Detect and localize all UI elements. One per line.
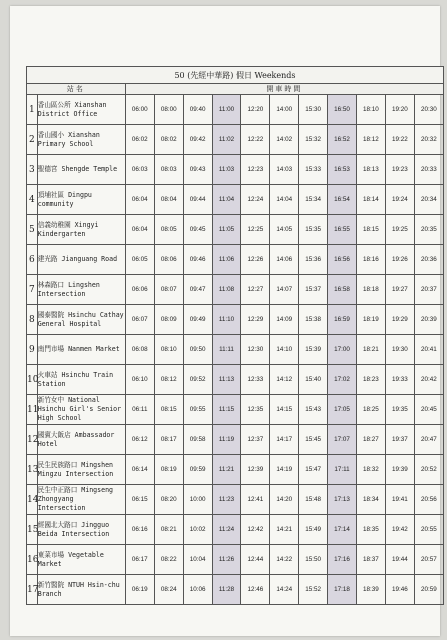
stop-name: 火車站 Hsinchu Train Station xyxy=(37,365,125,395)
departure-time: 19:33 xyxy=(385,365,414,395)
stop-number: 11 xyxy=(27,395,38,425)
departure-time: 20:33 xyxy=(414,155,443,185)
departure-time: 06:14 xyxy=(125,455,154,485)
stop-name: 香山區公所 Xianshan District Office xyxy=(37,95,125,125)
departure-time: 12:24 xyxy=(241,185,270,215)
departure-time: 09:50 xyxy=(183,335,212,365)
departure-time: 15:33 xyxy=(299,155,328,185)
stop-number: 12 xyxy=(27,425,38,455)
departure-time: 14:03 xyxy=(270,155,299,185)
departure-time: 08:02 xyxy=(154,125,183,155)
departure-time: 14:15 xyxy=(270,395,299,425)
departure-time: 18:25 xyxy=(356,395,385,425)
stop-name: 林森路口 Lingshen Intersection xyxy=(37,275,125,305)
departure-time: 06:08 xyxy=(125,335,154,365)
departure-time: 12:39 xyxy=(241,455,270,485)
departure-time: 06:00 xyxy=(125,95,154,125)
stop-number: 14 xyxy=(27,485,38,515)
departure-time: 18:18 xyxy=(356,275,385,305)
departure-header: 開車時間 xyxy=(125,84,443,95)
departure-time: 20:56 xyxy=(414,485,443,515)
departure-time: 16:54 xyxy=(328,185,357,215)
departure-time: 14:12 xyxy=(270,365,299,395)
departure-time: 06:10 xyxy=(125,365,154,395)
stop-name: 建光路 Jianguang Road xyxy=(37,245,125,275)
departure-time: 15:38 xyxy=(299,305,328,335)
departure-time: 12:22 xyxy=(241,125,270,155)
departure-time: 20:52 xyxy=(414,455,443,485)
timetable-row xyxy=(27,125,444,155)
departure-time: 16:59 xyxy=(328,305,357,335)
departure-time: 18:23 xyxy=(356,365,385,395)
departure-time: 11:13 xyxy=(212,365,241,395)
departure-time: 08:19 xyxy=(154,455,183,485)
departure-time: 19:30 xyxy=(385,335,414,365)
departure-time: 17:16 xyxy=(328,545,357,575)
timetable-row xyxy=(27,395,444,425)
departure-time: 12:20 xyxy=(241,95,270,125)
departure-time: 20:36 xyxy=(414,245,443,275)
departure-time: 14:24 xyxy=(270,575,299,605)
stop-number: 15 xyxy=(27,515,38,545)
departure-time: 14:04 xyxy=(270,185,299,215)
departure-time: 11:03 xyxy=(212,155,241,185)
departure-time: 20:59 xyxy=(414,575,443,605)
departure-time: 10:00 xyxy=(183,485,212,515)
departure-time: 19:25 xyxy=(385,215,414,245)
departure-time: 06:17 xyxy=(125,545,154,575)
departure-time: 18:21 xyxy=(356,335,385,365)
departure-time: 15:32 xyxy=(299,125,328,155)
departure-time: 18:14 xyxy=(356,185,385,215)
stop-name: 香山國小 Xianshan Primary School xyxy=(37,125,125,155)
timetable-row xyxy=(27,515,444,545)
departure-time: 09:45 xyxy=(183,215,212,245)
departure-time: 15:48 xyxy=(299,485,328,515)
departure-time: 17:00 xyxy=(328,335,357,365)
departure-time: 16:56 xyxy=(328,245,357,275)
departure-time: 18:39 xyxy=(356,575,385,605)
departure-time: 16:58 xyxy=(328,275,357,305)
departure-time: 08:05 xyxy=(154,215,183,245)
departure-time: 14:19 xyxy=(270,455,299,485)
departure-time: 15:35 xyxy=(299,215,328,245)
departure-time: 11:21 xyxy=(212,455,241,485)
departure-time: 19:24 xyxy=(385,185,414,215)
timetable-sheet xyxy=(10,6,440,636)
stop-name: 新竹女中 National Hsinchu Girl's Senior High School xyxy=(37,395,125,425)
timetable-row xyxy=(27,485,444,515)
departure-time: 18:19 xyxy=(356,305,385,335)
departure-time: 08:07 xyxy=(154,275,183,305)
departure-time: 08:22 xyxy=(154,545,183,575)
stop-name: 國賓大飯店 Ambassador Hotel xyxy=(37,425,125,455)
departure-time: 17:18 xyxy=(328,575,357,605)
departure-time: 15:50 xyxy=(299,545,328,575)
stop-number: 4 xyxy=(27,185,38,215)
departure-time: 11:00 xyxy=(212,95,241,125)
departure-time: 12:25 xyxy=(241,215,270,245)
departure-time: 19:20 xyxy=(385,95,414,125)
departure-time: 08:10 xyxy=(154,335,183,365)
departure-time: 06:04 xyxy=(125,185,154,215)
departure-time: 20:32 xyxy=(414,125,443,155)
departure-time: 09:44 xyxy=(183,185,212,215)
departure-time: 06:19 xyxy=(125,575,154,605)
departure-time: 14:00 xyxy=(270,95,299,125)
departure-time: 08:00 xyxy=(154,95,183,125)
departure-time: 15:52 xyxy=(299,575,328,605)
departure-time: 18:27 xyxy=(356,425,385,455)
departure-time: 11:05 xyxy=(212,215,241,245)
stop-name: 頂埔社區 Dingpu community xyxy=(37,185,125,215)
departure-time: 12:30 xyxy=(241,335,270,365)
departure-time: 17:07 xyxy=(328,425,357,455)
departure-time: 08:09 xyxy=(154,305,183,335)
departure-time: 08:21 xyxy=(154,515,183,545)
bus-timetable xyxy=(26,66,444,605)
departure-time: 09:58 xyxy=(183,425,212,455)
departure-time: 20:45 xyxy=(414,395,443,425)
departure-time: 14:06 xyxy=(270,245,299,275)
departure-time: 14:05 xyxy=(270,215,299,245)
departure-time: 12:41 xyxy=(241,485,270,515)
departure-time: 17:02 xyxy=(328,365,357,395)
timetable-row xyxy=(27,305,444,335)
departure-time: 12:35 xyxy=(241,395,270,425)
departure-time: 08:20 xyxy=(154,485,183,515)
departure-time: 18:15 xyxy=(356,215,385,245)
departure-time: 18:16 xyxy=(356,245,385,275)
departure-time: 20:30 xyxy=(414,95,443,125)
departure-time: 15:40 xyxy=(299,365,328,395)
departure-time: 11:26 xyxy=(212,545,241,575)
departure-time: 09:59 xyxy=(183,455,212,485)
timetable-row xyxy=(27,425,444,455)
departure-time: 09:47 xyxy=(183,275,212,305)
departure-time: 09:49 xyxy=(183,305,212,335)
departure-time: 19:22 xyxy=(385,125,414,155)
timetable-row xyxy=(27,95,444,125)
stop-name: 新竹醫院 NTUH Hsin-chu Branch xyxy=(37,575,125,605)
departure-time: 14:21 xyxy=(270,515,299,545)
departure-time: 09:43 xyxy=(183,155,212,185)
departure-time: 15:34 xyxy=(299,185,328,215)
departure-time: 20:57 xyxy=(414,545,443,575)
departure-time: 08:06 xyxy=(154,245,183,275)
departure-time: 06:07 xyxy=(125,305,154,335)
timetable-title: 50 (先經中華路) 假日 Weekends xyxy=(27,67,444,84)
timetable-row xyxy=(27,215,444,245)
departure-time: 17:05 xyxy=(328,395,357,425)
departure-time: 14:22 xyxy=(270,545,299,575)
departure-time: 11:28 xyxy=(212,575,241,605)
departure-time: 18:35 xyxy=(356,515,385,545)
departure-time: 16:50 xyxy=(328,95,357,125)
departure-time: 19:39 xyxy=(385,455,414,485)
station-header: 站名 xyxy=(27,84,126,95)
departure-time: 19:44 xyxy=(385,545,414,575)
stop-name: 南門市場 Nanmen Market xyxy=(37,335,125,365)
departure-time: 20:34 xyxy=(414,185,443,215)
stop-name: 民生民族路口 Mingshen Mingzu Intersection xyxy=(37,455,125,485)
departure-time: 16:55 xyxy=(328,215,357,245)
departure-time: 20:37 xyxy=(414,275,443,305)
departure-time: 17:11 xyxy=(328,455,357,485)
departure-time: 16:53 xyxy=(328,155,357,185)
departure-time: 11:23 xyxy=(212,485,241,515)
stop-number: 17 xyxy=(27,575,38,605)
departure-time: 06:16 xyxy=(125,515,154,545)
departure-time: 12:27 xyxy=(241,275,270,305)
departure-time: 11:24 xyxy=(212,515,241,545)
departure-time: 06:04 xyxy=(125,215,154,245)
departure-time: 17:13 xyxy=(328,485,357,515)
departure-time: 17:14 xyxy=(328,515,357,545)
departure-time: 08:24 xyxy=(154,575,183,605)
departure-time: 09:40 xyxy=(183,95,212,125)
departure-time: 12:26 xyxy=(241,245,270,275)
departure-time: 19:42 xyxy=(385,515,414,545)
departure-time: 19:37 xyxy=(385,425,414,455)
stop-name: 國泰醫院 Hsinchu Cathay General Hospital xyxy=(37,305,125,335)
departure-time: 11:11 xyxy=(212,335,241,365)
stop-name: 信義幼稚園 Xingyi Kindergarten xyxy=(37,215,125,245)
departure-time: 06:05 xyxy=(125,245,154,275)
timetable-row xyxy=(27,245,444,275)
departure-time: 19:41 xyxy=(385,485,414,515)
departure-time: 12:46 xyxy=(241,575,270,605)
departure-time: 20:47 xyxy=(414,425,443,455)
departure-time: 20:41 xyxy=(414,335,443,365)
timetable-row xyxy=(27,455,444,485)
departure-time: 14:10 xyxy=(270,335,299,365)
stop-number: 9 xyxy=(27,335,38,365)
stop-number: 10 xyxy=(27,365,38,395)
stop-number: 6 xyxy=(27,245,38,275)
departure-time: 15:30 xyxy=(299,95,328,125)
departure-time: 18:13 xyxy=(356,155,385,185)
departure-time: 18:10 xyxy=(356,95,385,125)
departure-time: 11:02 xyxy=(212,125,241,155)
departure-time: 06:06 xyxy=(125,275,154,305)
departure-time: 09:46 xyxy=(183,245,212,275)
departure-time: 08:12 xyxy=(154,365,183,395)
departure-time: 15:43 xyxy=(299,395,328,425)
departure-time: 10:04 xyxy=(183,545,212,575)
timetable-row xyxy=(27,335,444,365)
departure-time: 12:42 xyxy=(241,515,270,545)
timetable-row xyxy=(27,275,444,305)
departure-time: 09:52 xyxy=(183,365,212,395)
departure-time: 18:32 xyxy=(356,455,385,485)
departure-time: 14:02 xyxy=(270,125,299,155)
departure-time: 20:35 xyxy=(414,215,443,245)
departure-time: 06:03 xyxy=(125,155,154,185)
departure-time: 06:15 xyxy=(125,485,154,515)
stop-number: 5 xyxy=(27,215,38,245)
timetable-row xyxy=(27,545,444,575)
departure-time: 19:26 xyxy=(385,245,414,275)
departure-time: 10:02 xyxy=(183,515,212,545)
departure-time: 11:10 xyxy=(212,305,241,335)
departure-time: 15:36 xyxy=(299,245,328,275)
departure-time: 19:23 xyxy=(385,155,414,185)
stop-number: 13 xyxy=(27,455,38,485)
departure-time: 08:15 xyxy=(154,395,183,425)
departure-time: 11:06 xyxy=(212,245,241,275)
timetable-row xyxy=(27,575,444,605)
departure-time: 18:37 xyxy=(356,545,385,575)
timetable-row xyxy=(27,365,444,395)
departure-time: 15:37 xyxy=(299,275,328,305)
stop-number: 7 xyxy=(27,275,38,305)
departure-time: 12:44 xyxy=(241,545,270,575)
departure-time: 08:17 xyxy=(154,425,183,455)
departure-time: 20:55 xyxy=(414,515,443,545)
departure-time: 06:11 xyxy=(125,395,154,425)
departure-time: 12:23 xyxy=(241,155,270,185)
departure-time: 15:49 xyxy=(299,515,328,545)
departure-time: 11:04 xyxy=(212,185,241,215)
departure-time: 19:29 xyxy=(385,305,414,335)
departure-time: 11:15 xyxy=(212,395,241,425)
departure-time: 15:45 xyxy=(299,425,328,455)
departure-time: 08:04 xyxy=(154,185,183,215)
departure-time: 16:52 xyxy=(328,125,357,155)
departure-time: 12:29 xyxy=(241,305,270,335)
departure-time: 10:06 xyxy=(183,575,212,605)
departure-time: 09:55 xyxy=(183,395,212,425)
departure-time: 06:12 xyxy=(125,425,154,455)
stop-number: 2 xyxy=(27,125,38,155)
stop-name: 民生中正路口 Mingseng Zhongyang Intersection xyxy=(37,485,125,515)
departure-time: 12:33 xyxy=(241,365,270,395)
stop-number: 8 xyxy=(27,305,38,335)
stop-name: 聖德宮 Shengde Temple xyxy=(37,155,125,185)
departure-time: 11:08 xyxy=(212,275,241,305)
departure-time: 20:39 xyxy=(414,305,443,335)
departure-time: 19:27 xyxy=(385,275,414,305)
departure-time: 12:37 xyxy=(241,425,270,455)
departure-time: 15:39 xyxy=(299,335,328,365)
departure-time: 14:17 xyxy=(270,425,299,455)
departure-time: 11:19 xyxy=(212,425,241,455)
stop-name: 經國北大路口 Jingguo Beida Intersection xyxy=(37,515,125,545)
stop-number: 1 xyxy=(27,95,38,125)
departure-time: 18:12 xyxy=(356,125,385,155)
stop-name: 東菜市場 Vegetable Market xyxy=(37,545,125,575)
departure-time: 18:34 xyxy=(356,485,385,515)
timetable-row xyxy=(27,155,444,185)
departure-time: 08:03 xyxy=(154,155,183,185)
departure-time: 09:42 xyxy=(183,125,212,155)
stop-number: 16 xyxy=(27,545,38,575)
departure-time: 20:42 xyxy=(414,365,443,395)
timetable-row xyxy=(27,185,444,215)
departure-time: 19:46 xyxy=(385,575,414,605)
departure-time: 14:20 xyxy=(270,485,299,515)
departure-time: 19:35 xyxy=(385,395,414,425)
stop-number: 3 xyxy=(27,155,38,185)
departure-time: 14:07 xyxy=(270,275,299,305)
departure-time: 15:47 xyxy=(299,455,328,485)
departure-time: 06:02 xyxy=(125,125,154,155)
departure-time: 14:09 xyxy=(270,305,299,335)
